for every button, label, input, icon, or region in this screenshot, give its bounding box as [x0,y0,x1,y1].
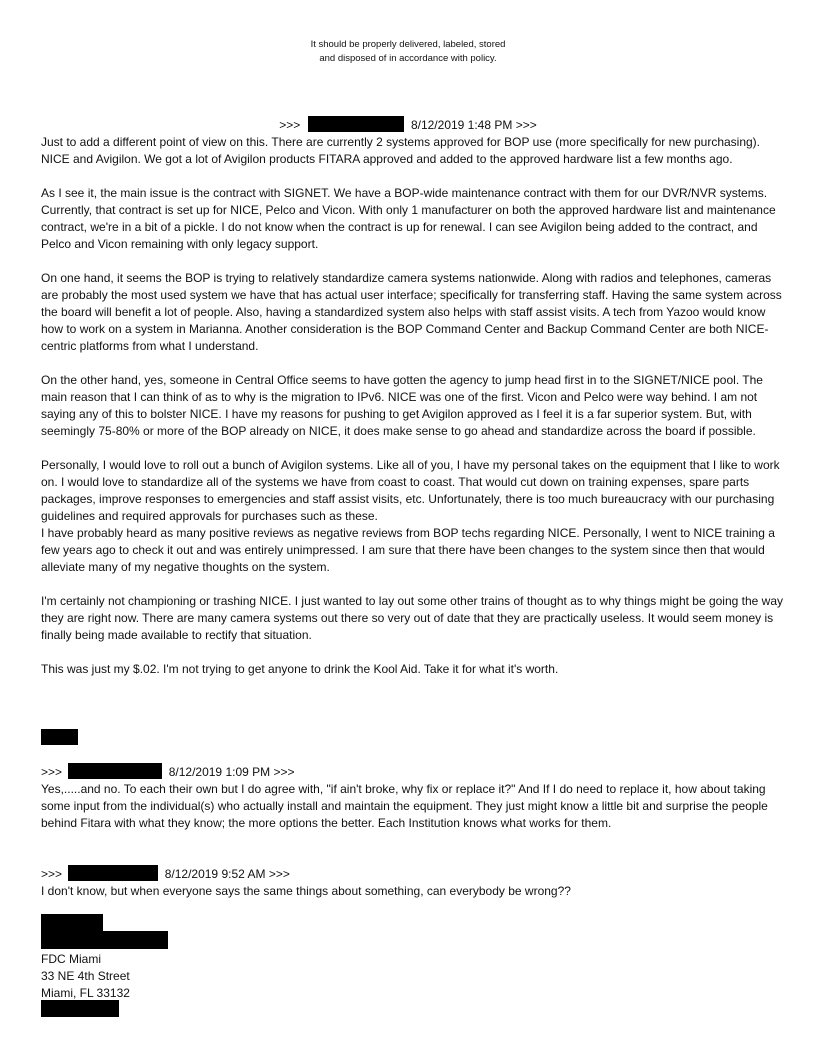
paragraph: Just to add a different point of view on this. There are currently 2 systems approved for BOP use (more specifically for new purchasing). NICE and Avigilon. We got a lot of Avigilon products FITARA approved and added to the approved hardware list a few months ago. [41,135,761,166]
signature-street: 33 NE 4th Street [41,969,130,983]
signature-block [41,951,130,1002]
message-1-prefix: >>> [279,118,301,132]
message-1-timestamp: 8/12/2019 1:48 PM [410,118,513,132]
redacted-name [41,914,103,932]
paragraph: As I see it, the main issue is the contract with SIGNET. We have a BOP-wide maintenance contract with them for our DVR/NVR systems. Currently, that contract is set up for NICE, Pelco and Vicon. With only 1 manufacturer on both the approved hardware list and maintenance contract, we're in a bit of a pickle. I do not know when the contract is up for renewal. I can see Avigilon being added to the contract, and Pelco and Vicon remaining with only legacy support. [41,186,776,251]
paragraph: On the other hand, yes, someone in Central Office seems to have gotten the agency to jump head first in to the SIGNET/NICE pool. The main reason that I can think of as to why is the migration to IPv6. NICE was one of the first. Vicon and Pelco were way behind. I am not saying any of this to bolster NICE. I have my reasons for pushing to get Avigilon approved as I feel it is a far superior system. But, with seemingly 75-80% or more of the BOP already on NICE, it does make sense to go ahead and standardize across the board if possible. [41,373,763,438]
message-3-text: I don't know, but when everyone says the same things about something, can everybody be wrong?? [41,884,571,898]
paragraph: Personally, I would love to roll out a bunch of Avigilon systems. Like all of you, I have my personal takes on the equipment that I like to work on. I would love to standardize all of the systems we have from coast to coast. That would cut down on training expenses, spare parts packages, improve responses to emergencies and staff assist visits, etc. Unfortunately, there is too much bureaucracy with our purchasing guidelines and required approvals for purchases such as these. [41,458,780,523]
header-line-1: It should be properly delivered, labeled, stored [310,39,506,50]
redacted-sender-3 [68,865,158,881]
redacted-contact [41,1000,119,1017]
paragraph: On one hand, it seems the BOP is trying to relatively standardize camera systems nationwide. Along with radios and telephones, cameras are probably the most used system we have that has actual user interface; specifically for transferring staff. Having the same system across the board will benefit a lot of people. Also, having a standardized system also helps with staff assist visits. A tech from Yazoo would know how to work on a system in Marianna. Another consideration is the BOP Command Center and Backup Command Center are both NICE-centric platforms from what I understand. [41,271,782,353]
message-1-body [41,134,786,678]
redacted-title [41,931,168,949]
message-2-suffix: >>> [273,765,295,779]
message-3 [41,865,786,900]
message-2 [41,763,786,832]
redacted-sender-2 [68,763,162,779]
message-2-timestamp: 8/12/2019 1:09 PM [168,765,271,779]
signature-org: FDC Miami [41,952,101,966]
redacted-signature-1 [41,729,78,745]
message-3-timestamp: 8/12/2019 9:52 AM [164,867,266,881]
message-3-suffix: >>> [268,867,290,881]
message-1-suffix: >>> [515,118,537,132]
paragraph: This was just my $.02. I'm not trying to get anyone to drink the Kool Aid. Take it for what it's worth. [41,662,559,676]
message-1-header [0,116,816,134]
message-2-prefix: >>> [41,765,63,779]
message-2-text: Yes,.....and no. To each their own but I do agree with, "if ain't broke, why fix or replace it?" And If I do need to replace it, how about taking some input from the individual(s) who actually install and maintain the equipment. They just might know a little bit and surprise the people behind Fitara with what they know; the more options the better. Each Institution knows what works for them. [41,782,768,830]
message-2-header [41,763,786,781]
paragraph: I'm certainly not championing or trashing NICE. I just wanted to lay out some other trains of thought as to why things might be going the way they are right now. There are many camera systems out there so very out of date that they are practically useless. It would seem money is finally being made available to rectify that situation. [41,594,784,642]
message-3-prefix: >>> [41,867,63,881]
header-line-2: and disposed of in accordance with policy. [319,53,497,64]
document-header [0,38,816,66]
paragraph: I have probably heard as many positive reviews as negative reviews from BOP techs regarding NICE. Personally, I went to NICE training a few years ago to check it out and was entirely unimpressed. I am sure that there have been changes to the system since then that would alleviate many of my negative thoughts on the system. [41,526,775,574]
redacted-sender-1 [308,116,404,132]
signature-city: Miami, FL 33132 [41,986,130,1000]
message-3-header [41,865,786,883]
